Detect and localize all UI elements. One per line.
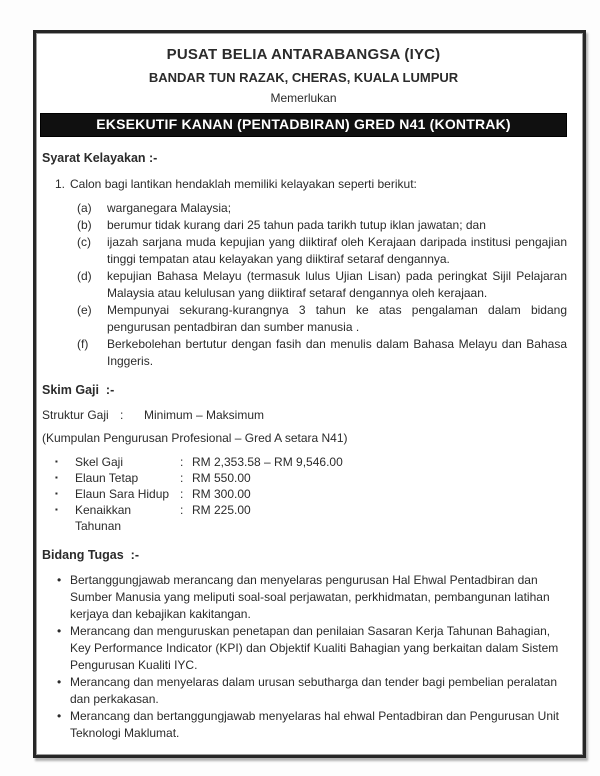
- square-bullet-icon: ▪: [55, 505, 58, 514]
- requirement-row: [40, 302, 567, 336]
- salary-list: [40, 454, 567, 534]
- requirement-text: Berkebolehan bertutur dengan fasih dan menulis dalam Bahasa Melayu dan Bahasa Inggeris.: [107, 337, 567, 368]
- salary-row: [55, 502, 567, 534]
- salary-row: [55, 454, 567, 470]
- salary-row: [55, 486, 567, 502]
- requirement-row: [40, 234, 567, 268]
- requirement-label: (e): [77, 303, 92, 317]
- job-advert-document: [33, 30, 586, 758]
- square-bullet-icon: ▪: [55, 457, 58, 466]
- struktur-gaji-value: Minimum – Maksimum: [144, 408, 265, 422]
- section-heading-syarat-kelayakan: Syarat Kelayakan :-: [42, 151, 158, 165]
- duty-text: Merancang dan menyelaras dalam urusan sebutharga dan tender bagi pembelian peralatan dan perkakasan.: [70, 675, 557, 706]
- duty-item: [40, 708, 567, 742]
- requirement-label: (f): [77, 337, 89, 351]
- round-bullet-icon: •: [57, 675, 62, 689]
- requirement-text: kepujian Bahasa Melayu (termasuk lulus Ujian Lisan) pada peringkat Sijil Pelajaran Malaysia atau kelulusan yang diiktiraf setaraf dengannya oleh kerajaan.: [107, 269, 567, 300]
- requirement-text: berumur tidak kurang dari 25 tahun pada tarikh tutup iklan jawatan; dan: [107, 218, 486, 232]
- salary-value: RM 2,353.58 – RM 9,546.00: [192, 455, 343, 469]
- org-name: PUSAT BELIA ANTARABANGSA (IYC): [166, 46, 441, 63]
- struktur-gaji-line: [42, 407, 567, 424]
- requirement-row: [40, 217, 567, 234]
- struktur-gaji-colon: :: [120, 408, 124, 422]
- requirement-label: (a): [77, 201, 92, 215]
- requirement-label: (d): [77, 269, 92, 283]
- item-text: Calon bagi lantikan hendaklah memiliki kelayakan seperti berikut:: [70, 177, 417, 191]
- requirement-text: ijazah sarjana muda kepujian yang diiktiraf oleh Kerajaan daripada institusi pengajian tinggi tempatan atau kelayakan yang diiktiraf setaraf dengannya.: [107, 235, 567, 266]
- section-heading-bidang-tugas: Bidang Tugas :-: [42, 548, 139, 562]
- salary-colon: :: [180, 455, 184, 469]
- requirement-label: (b): [77, 218, 92, 232]
- salary-row: [55, 470, 567, 486]
- round-bullet-icon: •: [57, 624, 62, 638]
- duty-item: [40, 674, 567, 708]
- duties-list: [40, 572, 567, 742]
- salary-value: RM 550.00: [192, 471, 251, 485]
- intro-text: Memerlukan: [270, 91, 337, 105]
- org-address: BANDAR TUN RAZAK, CHERAS, KUALA LUMPUR: [148, 70, 459, 85]
- requirement-label: (c): [77, 235, 91, 249]
- salary-label: Elaun Tetap: [75, 471, 139, 485]
- square-bullet-icon: ▪: [55, 489, 58, 498]
- requirement-row: [40, 268, 567, 302]
- requirement-row: [40, 336, 567, 370]
- salary-label: Kenaikkan Tahunan: [75, 503, 132, 533]
- salary-value: RM 300.00: [192, 487, 251, 501]
- struktur-gaji-label: Struktur Gaji: [42, 408, 109, 422]
- duty-text: Merancang dan menguruskan penetapan dan penilaian Sasaran Kerja Tahunan Bahagian, Key Performance Indicator (KPI) dan Objektif Kualiti Bahagian yang berkaitan dalam Sistem Pengurusan Kualiti IYC.: [70, 624, 559, 672]
- requirements-list: [40, 200, 567, 370]
- round-bullet-icon: •: [57, 573, 62, 587]
- salary-label: Elaun Sara Hidup: [75, 487, 170, 501]
- salary-colon: :: [180, 503, 184, 517]
- duty-item: [40, 623, 567, 674]
- section-heading-skim-gaji: Skim Gaji :-: [42, 383, 115, 397]
- requirement-row: [40, 200, 567, 217]
- round-bullet-icon: •: [57, 709, 62, 723]
- requirement-text: warganegara Malaysia;: [107, 201, 232, 215]
- position-title-banner: EKSEKUTIF KANAN (PENTADBIRAN) GRED N41 (KONTRAK): [40, 113, 567, 137]
- salary-colon: :: [180, 487, 184, 501]
- salary-label: Skel Gaji: [75, 455, 124, 469]
- square-bullet-icon: ▪: [55, 473, 58, 482]
- duty-text: Merancang dan bertanggungjawab menyelaras hal ehwal Pentadbiran dan Pengurusan Unit Teknologi Maklumat.: [70, 709, 559, 740]
- salary-colon: :: [180, 471, 184, 485]
- duty-text: Bertanggungjawab merancang dan menyelaras pengurusan Hal Ehwal Pentadbiran dan Sumber Manusia yang meliputi soal-soal perjawatan, perkhidmatan, pembangunan latihan kerjaya dan kebajikan kakitangan.: [70, 573, 550, 621]
- kumpulan-line: (Kumpulan Pengurusan Profesional – Gred A setara N41): [42, 431, 348, 445]
- item-number: 1.: [55, 177, 66, 191]
- duty-item: [40, 572, 567, 623]
- requirement-text: Mempunyai sekurang-kurangnya 3 tahun ke atas pengalaman dalam bidang pengurusan pentadbiran dan sumber manusia .: [107, 303, 567, 334]
- numbered-item: [55, 176, 567, 193]
- salary-value: RM 225.00: [192, 503, 251, 517]
